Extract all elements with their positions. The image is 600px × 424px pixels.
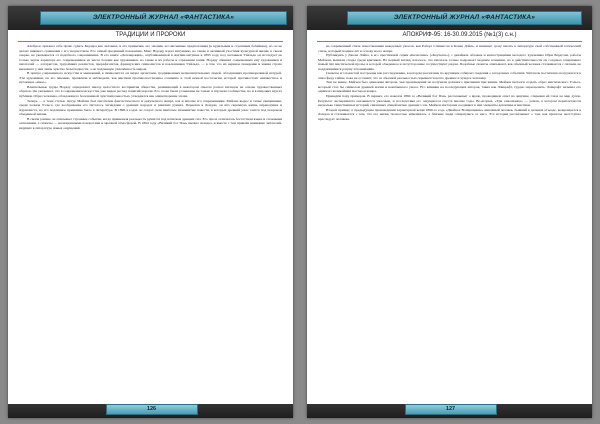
paragraph: Тем не менее, Мейчен был одиноким автором, чьи произведения не получили должного признания при жизни. Мейчен пытался создать образ мистического Уэльса, который стал бы символом древней магии и неизбывного ужаса. Его влияние на последующих авторов, таких как Лавкрафт, трудно переоценить. Лавкрафт называл его одним из величайших мастеров жанра. bbox=[318, 80, 581, 94]
paragraph: В своём романе он описывает странные события, когда привычная реальность рушится под натиском древних сил. Его проза отличалась богатством языка и сложными аллюзиями, а сюжеты — неожиданными поворотами и мрачной атмосферой. В 1894 году «Великий бог Пан» вызвал скандал, и вместе с тем привлёк внимание читателей, ищущих в литературе новых ощущений. bbox=[19, 116, 282, 130]
paragraph: Второй пример: в предыдущем произведении характерной вещи 1890-го года «Двойное Возвращение» виновный человек, бывший в дальнем отъезде, возвращается в Лондон и сталкивается с тем, что его жизнь полностью изменилась, а близкие люди отвернулись от него. Эта история рассказывает о том, как прошлое неотступно преследует человека. bbox=[318, 107, 581, 121]
left-page bbox=[8, 6, 293, 418]
section-title: ТРАДИЦИИ И ПРОРОКИ bbox=[115, 32, 186, 38]
journal-header: ЭЛЕКТРОННЫЙ ЖУРНАЛ «ФАНТАСТИКА» bbox=[347, 11, 582, 25]
paragraph: В центре современного искусства и мышлений, в символистах он видел аргентами, традиционных непроницательных людей, обладающих противоречивой натурой. Эти художники, по его мнению, проявляли и наблюдали, как мистики противопоставлены сознанию и этой вечной ностальгии, которой противостоит неизвестное и пугающее «иное». bbox=[19, 71, 282, 85]
paragraph: Ахеброзо признал себе право судить Бедлера как человека, и его привычки, его эмоции, его интимные предпочтения (к курильным и страшным бабайкам), но он не делает никакого сравнения с его творчеством. Его самый преданный поклонник, Макс Нордау, издал интуицию, но также и активный участник культурной жизни, в своем очерке, не указывается от подобного современника. В его книге «Дегенерация», опубликованной в Англии-матушке в 1895 году, под заглавием Уайльда он исследует не только черты характера его современников из числа богемы как художников, но также и их работы и отражения гения. Нордау обвинял современных ему художников и писателей — алтаристов, трудоёмких реалистов, прерафаэлитов, французских символистов и поклонников Уайльда, — в том, что их нервное поведение и мания страха вызывают у них лишь чувство безысходности, а не подлинную увлечённость миром. bbox=[19, 44, 282, 71]
issue-title: АПОКРИФ-95: 16-30.09.2015 (№1(3) с.н.) bbox=[402, 32, 517, 38]
header-divider bbox=[317, 41, 582, 42]
paragraph: Приведём пару примеров. В первых, его новелла 1894 го «Великий бог Пан» рассказывает о враче, проводящем опыт на девушке, открывая ей глаза на мир духов. Результат эксперимента оказывается ужасным, и последствия его ощущаются спустя многие годы. Во-вторых, «Три самозванца» — роман, в котором переплетаются несколько таинственных историй, связанных общей нитью древнего зла. Мейчен мастерски соединяет в них элементы детектива и мистики. bbox=[318, 94, 581, 108]
article-body bbox=[19, 44, 282, 396]
page-number: 127 bbox=[405, 404, 497, 415]
right-page bbox=[307, 6, 592, 418]
paragraph: на современный стиль повествования неведомых ужасов, как Роберт Стивенсон и Конан Дойль, и начинает сразу писать в литературе свой собственный готический стиль, который позднее лёг в основу всего жанра. bbox=[318, 44, 581, 53]
page-number: 126 bbox=[106, 404, 198, 415]
journal-header: ЭЛЕКТРОННЫЙ ЖУРНАЛ «ФАНТАСТИКА» bbox=[40, 11, 287, 25]
paragraph: Влиятельные труды Нордау определяют шкалу целостного восприятия общества, развивающей в некотором смысле раскол взглядов на основе художественных образов. Он указывает, что в современном искусстве уже виден распад понятий морали. Его слова были услышаны не только в научном сообществе, но и в широких кругах публики. Образ человека, обладающего болезненной чувствительностью, утвердился как олицетворение эпохи. bbox=[19, 84, 282, 99]
paragraph: Теперь — к теме статьи. Артур Мейчен был писателем фантастического и оккультного жанра, как и многие его современники. Мейчен вырос в семье священника, среди холмов Уэльса, где воображение его питалось легендами о древних народах и римских руинах. Переехав в Лондон, он вёл скромную жизнь переводчика и журналиста, но его подлинное призвание было в литературе. В 1890-х годах он создал свои наиболее знаменитые повести, в которых древний ужас таится под покровом обыденной жизни. bbox=[19, 98, 282, 117]
header-divider bbox=[18, 41, 283, 42]
paragraph: Сюжеты его повестей построены как расследование, в котором рассказчик по крупицам собирает сведения о загадочных событиях. Читатель постепенно погружается в атмосферу тайны, пока не осознаёт, что за обычной реальностью скрывается нечто древнее и чуждое человеку. bbox=[318, 71, 581, 80]
paragraph: Публикуясь у Джона Лэйна, в его престижной серии «Кельтские» («Keynotes»), с дизайном обложек и иллюстрациями молодого художника Обри Бердслея, работы Мейчена вызвали споры среди критиков. На первый взгляд, казалось, что писатель только подражает модным течениям, но в действительности он создавал совершенно новый тип мистической прозы, в которой обыденное и потустороннее сосуществуют рядом. Подобные сюжеты описывают, как обычный человек сталкивается с силами, не поддающимися разуму и пониманию. bbox=[318, 53, 581, 71]
article-body bbox=[318, 44, 581, 396]
